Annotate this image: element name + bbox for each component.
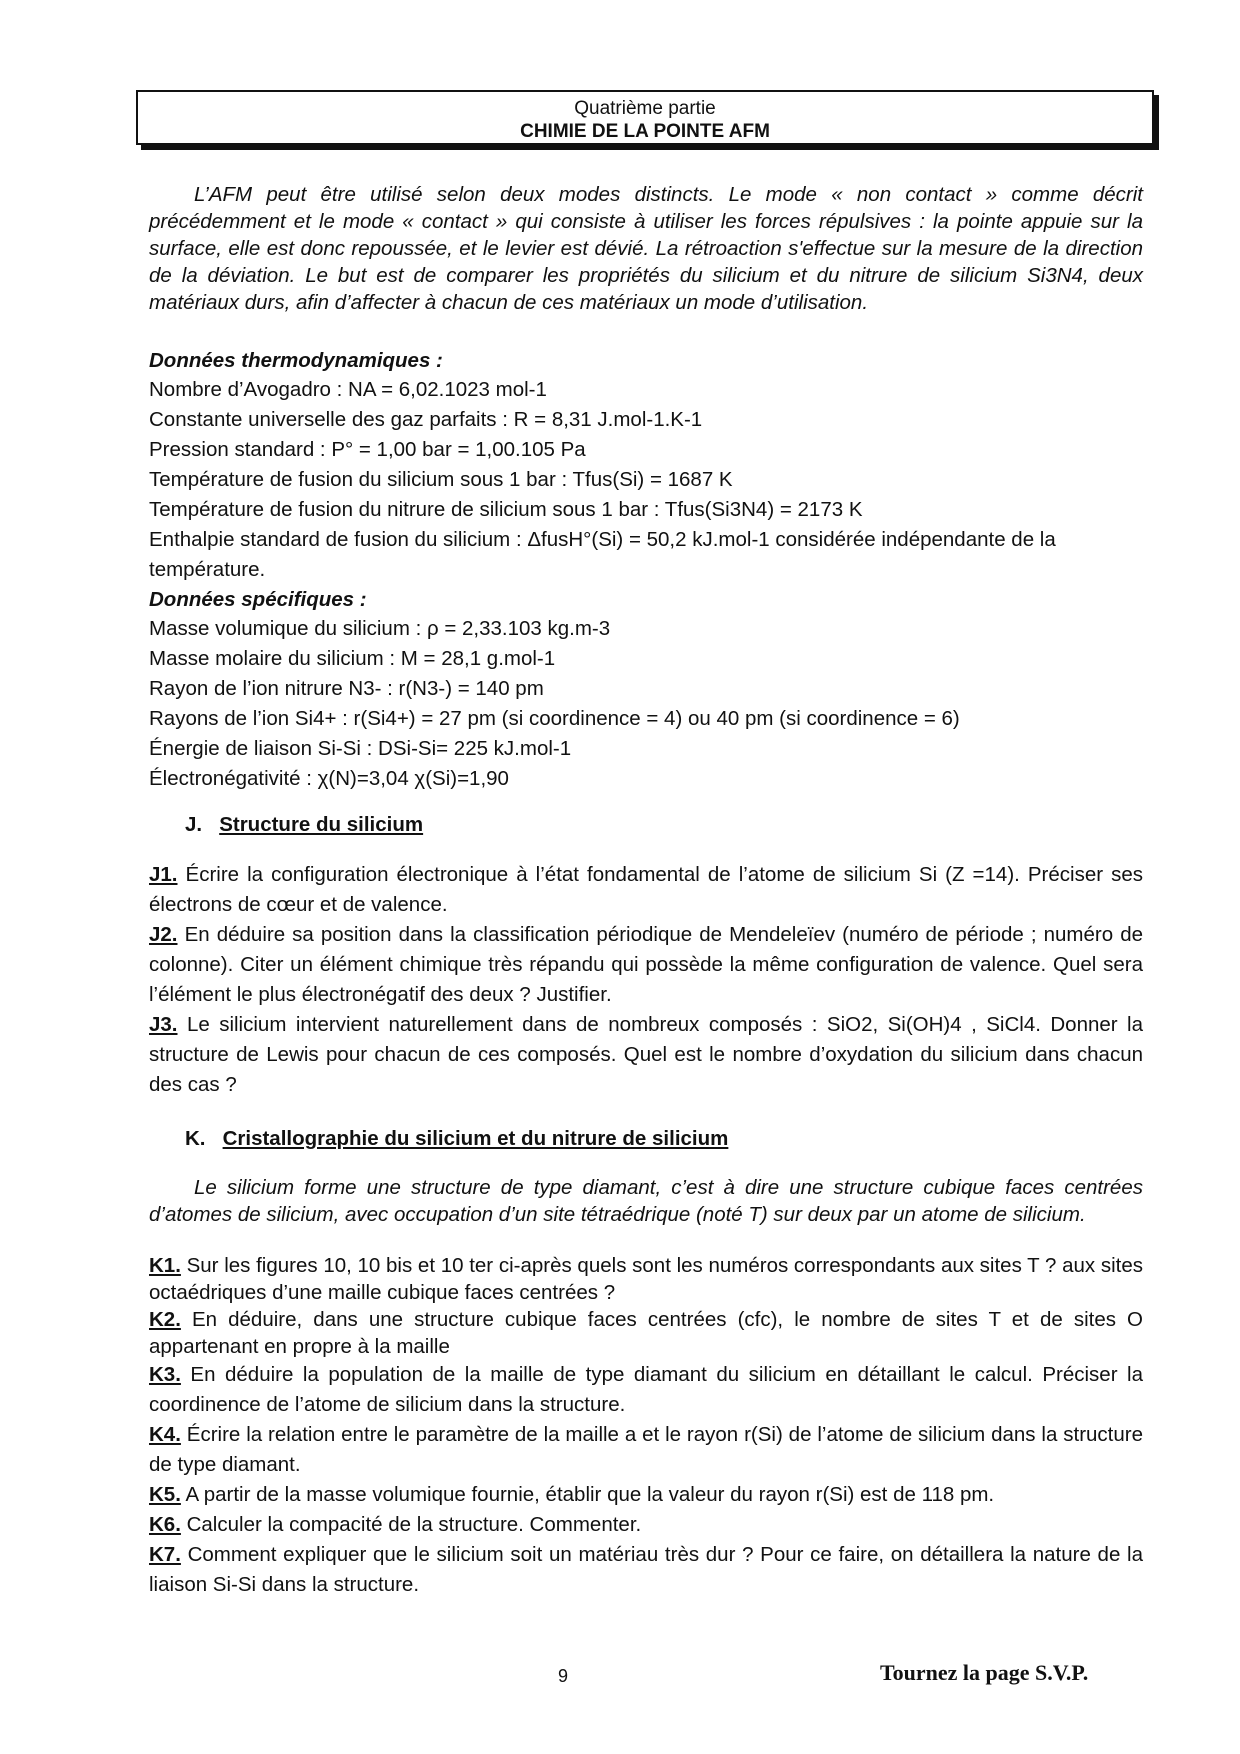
molar-mass-line: Masse molaire du silicium : M = 28,1 g.mol-1 — [149, 647, 556, 670]
question-text: Écrire la configuration électronique à l’état fondamental de l’atome de silicium Si (Z =14). Préciser ses électrons de cœur et de valence. — [149, 863, 1143, 916]
section-j-letter: J. — [185, 813, 203, 836]
question-k7 — [149, 1540, 1143, 1600]
question-text: En déduire, dans une structure cubique faces centrées (cfc), le nombre de sites T et de sites O appartenant en propre à la maille — [149, 1308, 1143, 1358]
turn-page-note: Tournez la page S.V.P. — [880, 1660, 1089, 1685]
thermo-data-title: Données thermodynamiques : — [149, 349, 443, 372]
gas-constant-line: Constante universelle des gaz parfaits : R = 8,31 J.mol-1.K-1 — [149, 408, 703, 431]
question-id: J2. — [149, 923, 178, 946]
density-line: Masse volumique du silicium : ρ = 2,33.103 kg.m-3 — [149, 617, 611, 640]
question-text: Comment expliquer que le silicium soit un matériau très dur ? Pour ce faire, on détaillera la nature de la liaison Si-Si dans la structure. — [149, 1543, 1143, 1596]
question-id: K1. — [149, 1254, 181, 1277]
question-text: Écrire la relation entre le paramètre de la maille a et le rayon r(Si) de l’atome de silicium dans la structure de type diamant. — [149, 1423, 1143, 1476]
question-text: Le silicium intervient naturellement dans de nombreux composés : SiO2, Si(OH)4 , SiCl4. Donner la structure de Lewis pour chacun de ces composés. Quel est le nombre d’oxydation du silicium dans chacun des cas ? — [149, 1013, 1143, 1096]
question-id: J1. — [149, 863, 178, 886]
electronegativity-line: Électronégativité : χ(N)=3,04 χ(Si)=1,90 — [149, 767, 509, 790]
question-text: Sur les figures 10, 10 bis et 10 ter ci-après quels sont les numéros correspondants aux sites T ? aux sites octaédriques d’une maille cubique faces centrées ? — [149, 1254, 1144, 1304]
page-number: 9 — [558, 1666, 569, 1686]
question-k3 — [149, 1360, 1143, 1420]
intro-paragraph: L’AFM peut être utilisé selon deux modes distincts. Le mode « non contact » comme décrit précédemment et le mode « contact » qui consiste à utiliser les forces répulsives : la pointe appuie sur la surface, elle est donc repoussée, et le levier est dévié. La rétroaction s'effectue sur la mesure de la direction de la déviation. Le but est de comparer les propriétés du silicium et du nitrure de silicium Si3N4, deux matériaux durs, afin d’affecter à chacun de ces matériaux un mode d’utilisation. — [149, 183, 1143, 314]
part-label: Quatrième partie — [574, 98, 716, 119]
question-id: J3. — [149, 1013, 178, 1036]
question-id: K5. — [149, 1483, 181, 1506]
question-id: K3. — [149, 1363, 181, 1386]
question-text: En déduire sa position dans la classification périodique de Mendeleïev (numéro de période ; numéro de colonne). Citer un élément chimique très répandu qui possède la même configuration de valence. Quel sera l’élément le plus électronégatif des deux ? Justifier. — [149, 923, 1144, 1006]
pressure-line: Pression standard : P° = 1,00 bar = 1,00.105 Pa — [149, 438, 586, 461]
question-k1 — [149, 1252, 1143, 1306]
section-k-title: Cristallographie du silicium et du nitrure de silicium — [222, 1127, 729, 1150]
question-j3 — [149, 1010, 1143, 1100]
section-j-title: Structure du silicium — [219, 813, 424, 836]
question-id: K6. — [149, 1513, 181, 1536]
section-j-heading — [149, 810, 1143, 840]
question-text: A partir de la masse volumique fournie, établir que la valeur du rayon r(Si) est de 118 pm. — [180, 1483, 995, 1506]
question-id: K7. — [149, 1543, 181, 1566]
si-radius-line: Rayons de l’ion Si4+ : r(Si4+) = 27 pm (si coordinence = 4) ou 40 pm (si coordinence = 6) — [149, 707, 960, 730]
question-text: Calculer la compacité de la structure. Commenter. — [180, 1513, 642, 1536]
specific-data-title: Données spécifiques : — [149, 588, 367, 611]
nitride-radius-line: Rayon de l’ion nitrure N3- : r(N3-) = 140 pm — [149, 677, 544, 700]
section-k-intro: Le silicium forme une structure de type diamant, c’est à dire une structure cubique faces centrées d’atomes de silicium, avec occupation d’un site tétraédrique (noté T) sur deux par un atome de silicium. — [149, 1176, 1143, 1226]
section-k-letter: K. — [185, 1127, 206, 1150]
question-j1 — [149, 860, 1143, 920]
tfus-si3n4-line: Température de fusion du nitrure de silicium sous 1 bar : Tfus(Si3N4) = 2173 K — [149, 498, 863, 521]
avogadro-line: Nombre d’Avogadro : NA = 6,02.1023 mol-1 — [149, 378, 547, 401]
question-text: En déduire la population de la maille de type diamant du silicium en détaillant le calcul. Préciser la coordinence de l’atome de silicium dans la structure. — [149, 1363, 1143, 1416]
tfus-si-line: Température de fusion du silicium sous 1 bar : Tfus(Si) = 1687 K — [149, 468, 733, 491]
question-j2 — [149, 920, 1143, 1010]
question-k5 — [149, 1480, 1143, 1510]
part-header — [136, 90, 1154, 145]
bond-energy-line: Énergie de liaison Si-Si : DSi-Si= 225 kJ.mol-1 — [149, 737, 572, 760]
question-k2 — [149, 1306, 1143, 1360]
question-id: K2. — [149, 1308, 181, 1331]
part-title: CHIMIE DE LA POINTE AFM — [520, 121, 770, 142]
enthalpy-line: Enthalpie standard de fusion du silicium : ΔfusH°(Si) = 50,2 kJ.mol-1 considérée indépendante de la température. — [149, 528, 1056, 581]
section-k-heading — [149, 1124, 1143, 1154]
question-id: K4. — [149, 1423, 181, 1446]
page-content — [149, 181, 1143, 1600]
question-k6 — [149, 1510, 1143, 1540]
question-k4 — [149, 1420, 1143, 1480]
